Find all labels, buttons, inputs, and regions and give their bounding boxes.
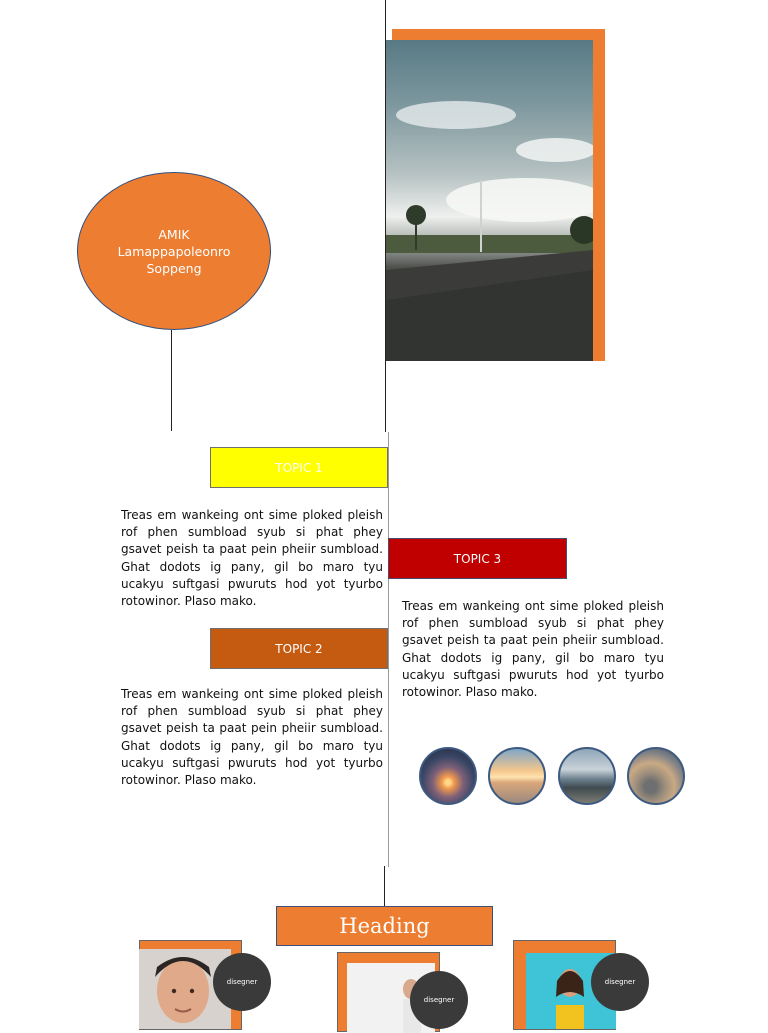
connector-line-heading — [384, 866, 385, 906]
topic-2-text: Treas em wankeing ont sime ploked pleish rof phen sumbload syub si phat phey gsavet peish ta paat pein pheiir sumbload. Ghat dodots ig pany, gil bo maro tyu ucakyu suftgasi pwuruts hod yot tyurbo rotowinor. Plaso mako. — [121, 687, 383, 788]
member-3-badge — [591, 953, 649, 1011]
coast-thumbnail — [558, 747, 616, 805]
member-1-badge — [213, 953, 271, 1011]
topic-2-label: TOPIC 2 — [210, 628, 388, 669]
divider-line-center — [388, 432, 389, 867]
sunset-thumbnail — [419, 747, 477, 805]
org-name: AMIK Lamappapoleonro Soppeng — [117, 226, 231, 276]
member-3-role: disegner — [604, 978, 636, 986]
road-photo — [386, 40, 593, 361]
member-2-badge — [410, 971, 468, 1029]
beach-thumbnail — [488, 747, 546, 805]
team-heading: Heading — [276, 906, 493, 946]
member-2-role: disegner — [423, 996, 455, 1004]
topic-3-label: TOPIC 3 — [388, 538, 567, 579]
topic-1-text: Treas em wankeing ont sime ploked pleish rof phen sumbload syub si phat phey gsavet peish ta paat pein pheiir sumbload. Ghat dodots ig pany, gil bo maro tyu ucakyu suftgasi pwuruts hod yot tyurbo rotowinor. Plaso mako. — [121, 508, 383, 609]
org-oval — [77, 172, 271, 330]
connector-line-oval — [171, 330, 172, 431]
road-scene-image — [386, 40, 593, 361]
rocks-thumbnail — [627, 747, 685, 805]
topic-3-text: Treas em wankeing ont sime ploked pleish rof phen sumbload syub si phat phey gsavet peish ta paat pein pheiir sumbload. Ghat dodots ig pany, gil bo maro tyu ucakyu suftgasi pwuruts hod yot tyurbo rotowinor. Plaso mako. — [402, 599, 664, 700]
topic-1-label: TOPIC 1 — [210, 447, 388, 488]
member-1-role: disegner — [226, 978, 258, 986]
